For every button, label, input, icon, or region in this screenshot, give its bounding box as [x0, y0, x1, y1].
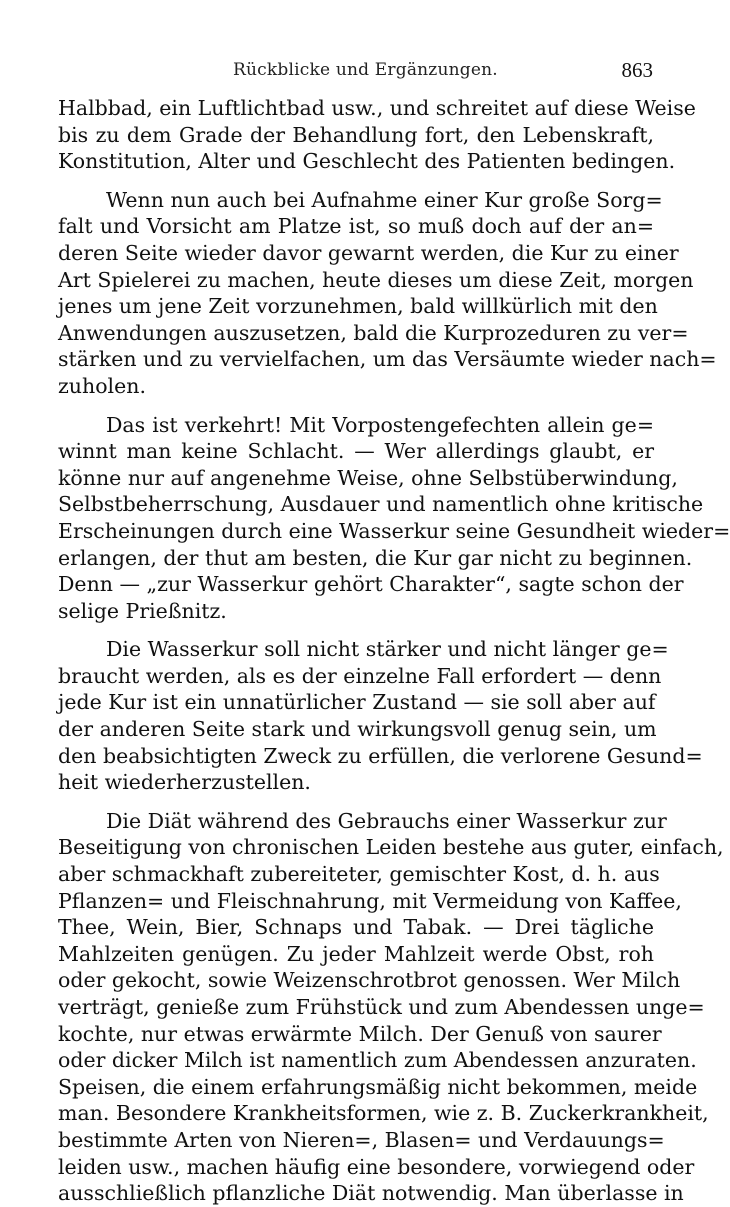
text-line: Pflanzen= und Fleischnahrung, mit Vermeidung von Kaffee, [58, 888, 682, 913]
text-line: winnt man keine Schlacht. — Wer allerdings glaubt, er [58, 439, 654, 464]
text-line: Speisen, die einem erfahrungsmäßig nicht bekommen, meide [58, 1074, 698, 1099]
text-line: Anwendungen auszusetzen, bald die Kurprozeduren zu ver= [58, 320, 689, 345]
text-line: der anderen Seite stark und wirkungsvoll genug sein, um [58, 717, 657, 742]
text-line: Art Spielerei zu machen, heute dieses um diese Zeit, morgen [58, 267, 694, 292]
running-head: Rückblicke und Ergänzungen. [233, 60, 498, 80]
text-line: kochte, nur etwas erwärmte Milch. Der Genuß von saurer [58, 1021, 662, 1046]
text-line: Die Diät während des Gebrauchs einer Wasserkur zur [106, 808, 667, 833]
text-line: heit wiederherzustellen. [58, 770, 311, 795]
paragraph [58, 808, 724, 1207]
text-line: jenes um jene Zeit vorzunehmen, bald willkürlich mit den [58, 294, 658, 319]
text-line: Halbbad, ein Luftlichtbad usw., und schreitet auf diese Weise [58, 96, 696, 120]
text-line: Konstitution, Alter und Geschlecht des Patienten bedingen. [58, 149, 676, 174]
paragraph-gap [58, 175, 654, 187]
text-line: selige Prießnitz. [58, 598, 227, 623]
text-line: falt und Vorsicht am Platze ist, so muß doch auf der an= [58, 214, 654, 239]
text-line: stärken und zu vervielfachen, um das Versäumte wieder nach= [58, 347, 717, 372]
text-line: erlangen, der thut am besten, die Kur gar nicht zu beginnen. [58, 545, 693, 570]
text-line: Die Wasserkur soll nicht stärker und nicht länger ge= [106, 637, 669, 662]
paragraph-gap [58, 400, 654, 412]
text-line: verträgt, genieße zum Frühstück und zum Abendessen unge= [58, 995, 705, 1019]
text-line: zuholen. [58, 373, 146, 398]
text-line: Denn — „zur Wasserkur gehört Charakter“, sagte schon der [58, 572, 684, 597]
paragraph-gap [58, 796, 654, 808]
text-line: bestimmte Arten von Nieren=, Blasen= und Verdauungs= [58, 1127, 665, 1152]
page-header [58, 58, 653, 88]
text-line: Mahlzeiten genügen. Zu jeder Mahlzeit werde Obst, roh [58, 941, 654, 966]
body-text [58, 95, 730, 1207]
text-line: könne nur auf angenehme Weise, ohne Selbstüberwindung, [58, 465, 678, 490]
text-line: leiden usw., machen häufig eine besondere, vorwiegend oder [58, 1154, 695, 1179]
text-line: bis zu dem Grade der Behandlung fort, den Lebenskraft, [58, 122, 654, 147]
paragraph [58, 636, 703, 796]
paragraph [58, 95, 696, 175]
paragraph [58, 187, 717, 400]
text-line: oder dicker Milch ist namentlich zum Abendessen anzuraten. [58, 1048, 697, 1073]
paragraph-gap [58, 624, 654, 636]
text-line: man. Besondere Krankheitsformen, wie z. B. Zuckerkrankheit, [58, 1101, 709, 1126]
text-line: braucht werden, als es der einzelne Fall erfordert — denn [58, 663, 662, 688]
text-line: oder gekocht, sowie Weizenschrotbrot genossen. Wer Milch [58, 968, 681, 993]
text-line: aber schmackhaft zubereiteter, gemischter Kost, d. h. aus [58, 862, 660, 887]
text-line: Das ist verkehrt! Mit Vorpostengefechten allein ge= [106, 412, 654, 437]
paragraph [58, 412, 730, 625]
text-line: deren Seite wieder davor gewarnt werden, die Kur zu einer [58, 240, 679, 265]
text-line: Wenn nun auch bei Aufnahme einer Kur große Sorg= [106, 187, 663, 212]
text-line: den beabsichtigten Zweck zu erfüllen, die verlorene Gesund= [58, 743, 703, 768]
text-line: ausschließlich pflanzliche Diät notwendig. Man überlasse in [58, 1181, 684, 1206]
text-line: Erscheinungen durch eine Wasserkur seine Gesundheit wieder= [58, 518, 730, 543]
text-line: Selbstbeherrschung, Ausdauer und namentlich ohne kritische [58, 492, 704, 517]
text-line: Beseitigung von chronischen Leiden bestehe aus guter, einfach, [58, 835, 724, 860]
text-line: jede Kur ist ein unnatürlicher Zustand — sie soll aber auf [58, 690, 656, 715]
text-line: Thee, Wein, Bier, Schnaps und Tabak. — Drei tägliche [58, 915, 654, 940]
page-number: 863 [621, 58, 653, 82]
